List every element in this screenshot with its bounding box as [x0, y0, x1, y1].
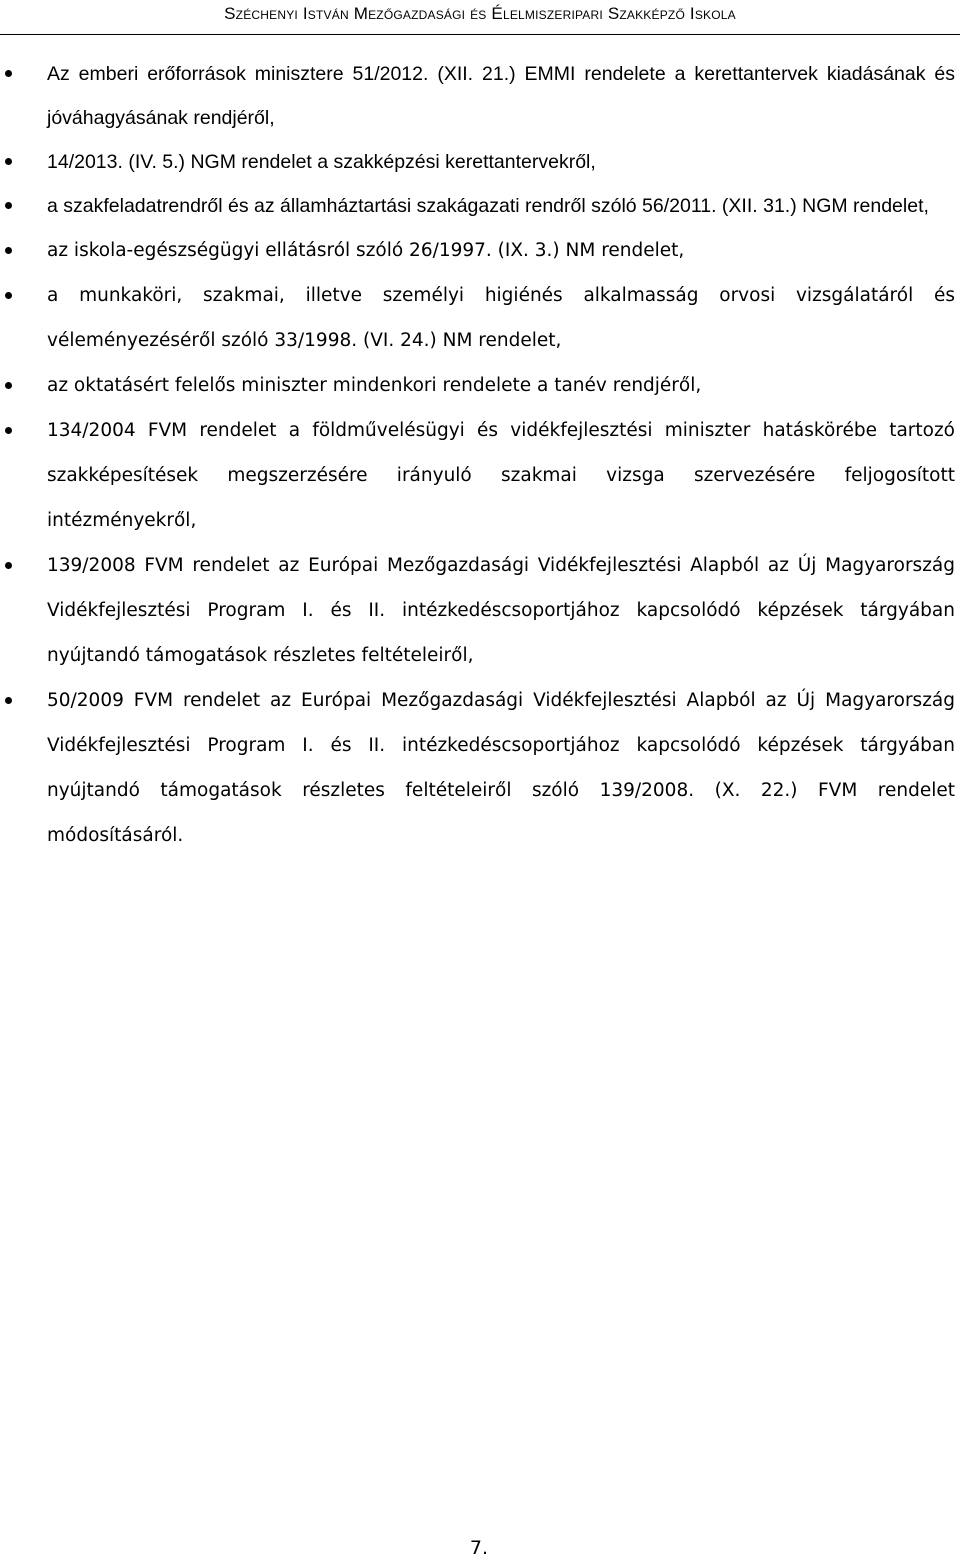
list-item [0, 678, 955, 858]
page-number: 7. [469, 1537, 489, 1559]
list-item-text: 50/2009 FVM rendelet az Európai Mezőgazdasági Vidékfejlesztési Alapból az Új Magyarország Vidékfejlesztési Program I. és II. intézkedéscsoportjához kapcsolódó képzések tárgyában nyújtandó támogatások részletes feltételeiről szóló 139/2008. (X. 22.) FVM rendelet módosításáról. [47, 690, 955, 846]
bullet-icon [5, 697, 12, 704]
list-item [0, 228, 955, 273]
list-item [0, 184, 955, 228]
bullet-icon [5, 202, 12, 209]
list-item-text: 134/2004 FVM rendelet a földművelésügyi és vidékfejlesztési miniszter hatáskörébe tartozó szakképesítések megszerzésére irányuló szakmai vizsga szervezésére feljogosított intézményekről, [47, 420, 955, 531]
list-item-text: Az emberi erőforrások minisztere 51/2012. (XII. 21.) EMMI rendelete a kerettantervek kiadásának és jóváhagyásának rendjéről, [47, 63, 955, 129]
bullet-icon [5, 562, 12, 569]
list-item-text: a szakfeladatrendről és az államháztartási szakágazati rendről szóló 56/2011. (XII. 31.) NGM rendelet, [47, 195, 929, 217]
bullet-icon [5, 70, 12, 77]
bullet-icon [5, 247, 12, 254]
list-item [0, 52, 955, 140]
list-item [0, 543, 955, 678]
list-item [0, 363, 955, 408]
bullet-icon [5, 158, 12, 165]
page-header-school-name: Széchenyi István Mezőgazdasági és Élelmiszeripari Szakképző Iskola [224, 4, 736, 23]
list-item-text: a munkaköri, szakmai, illetve személyi higiénés alkalmasság orvosi vizsgálatáról és véleményezéséről szóló 33/1998. (VI. 24.) NM rendelet, [47, 285, 955, 351]
list-item [0, 408, 955, 543]
list-item [0, 273, 955, 363]
bullet-icon [5, 427, 12, 434]
bullet-icon [5, 292, 12, 299]
list-item-text: 139/2008 FVM rendelet az Európai Mezőgazdasági Vidékfejlesztési Alapból az Új Magyarország Vidékfejlesztési Program I. és II. intézkedéscsoportjához kapcsolódó képzések tárgyában nyújtandó támogatások részletes feltételeiről, [47, 555, 955, 666]
list-item-text: 14/2013. (IV. 5.) NGM rendelet a szakképzési kerettantervekről, [47, 151, 596, 173]
header-divider [0, 34, 960, 35]
list-item-text: az oktatásért felelős miniszter mindenkori rendelete a tanév rendjéről, [47, 375, 702, 396]
bullet-icon [5, 382, 12, 389]
list-item [0, 140, 955, 184]
list-item-text: az iskola-egészségügyi ellátásról szóló 26/1997. (IX. 3.) NM rendelet, [47, 240, 685, 261]
regulation-list [0, 52, 960, 858]
